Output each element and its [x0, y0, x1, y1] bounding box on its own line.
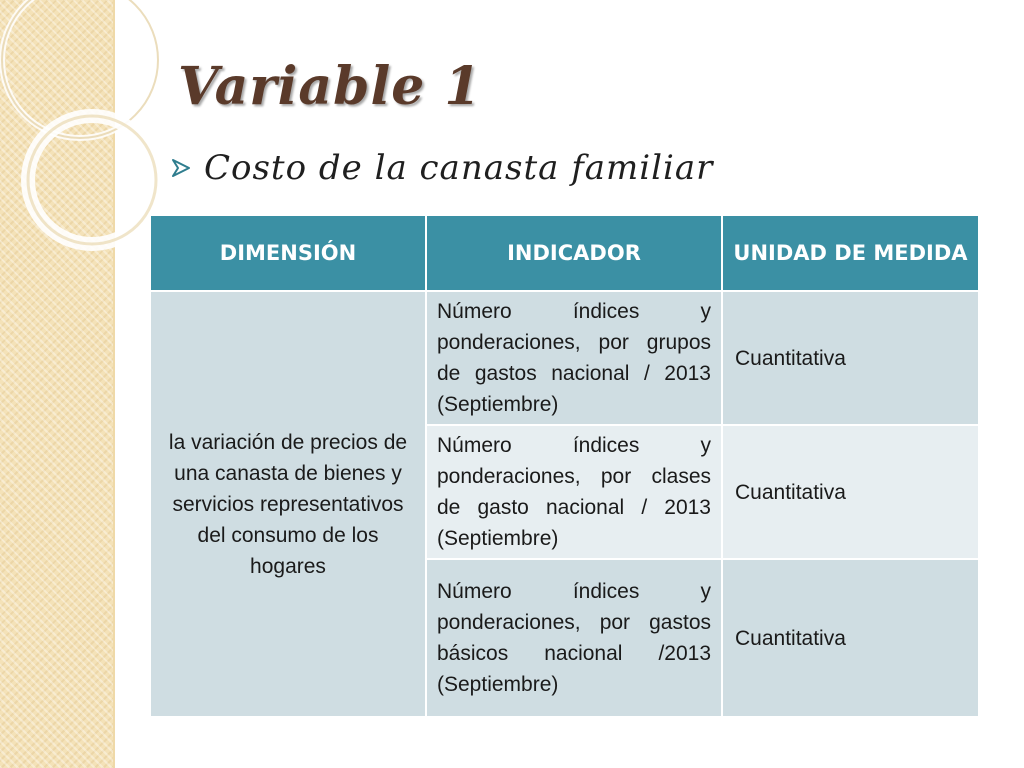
header-unit: UNIDAD DE MEDIDA — [722, 215, 979, 291]
indicator-cell: Número índices y ponderaciones, por grupos de gastos nacional / 2013 (Septiembre) — [426, 291, 722, 425]
variable-table — [149, 214, 980, 718]
unit-cell: Cuantitativa — [722, 559, 979, 717]
unit-cell: Cuantitativa — [722, 291, 979, 425]
bullet-subtitle: Costo de la canasta familiar — [204, 148, 714, 188]
unit-cell: Cuantitativa — [722, 425, 979, 559]
slide-title: Variable 1 — [178, 56, 482, 117]
dimension-cell: la variación de precios de una canasta de bienes y servicios representativos del consumo de los hogares — [150, 291, 426, 717]
table-header-row — [150, 215, 979, 291]
indicator-cell: Número índices y ponderaciones, por gastos básicos nacional /2013 (Septiembre) — [426, 559, 722, 717]
bullet-item — [170, 148, 713, 188]
header-indicator: INDICADOR — [426, 215, 722, 291]
arrow-right-icon — [170, 157, 192, 179]
table-row — [150, 291, 979, 425]
indicator-cell: Número índices y ponderaciones, por clases de gasto nacional / 2013 (Septiembre) — [426, 425, 722, 559]
header-dimension: DIMENSIÓN — [150, 215, 426, 291]
